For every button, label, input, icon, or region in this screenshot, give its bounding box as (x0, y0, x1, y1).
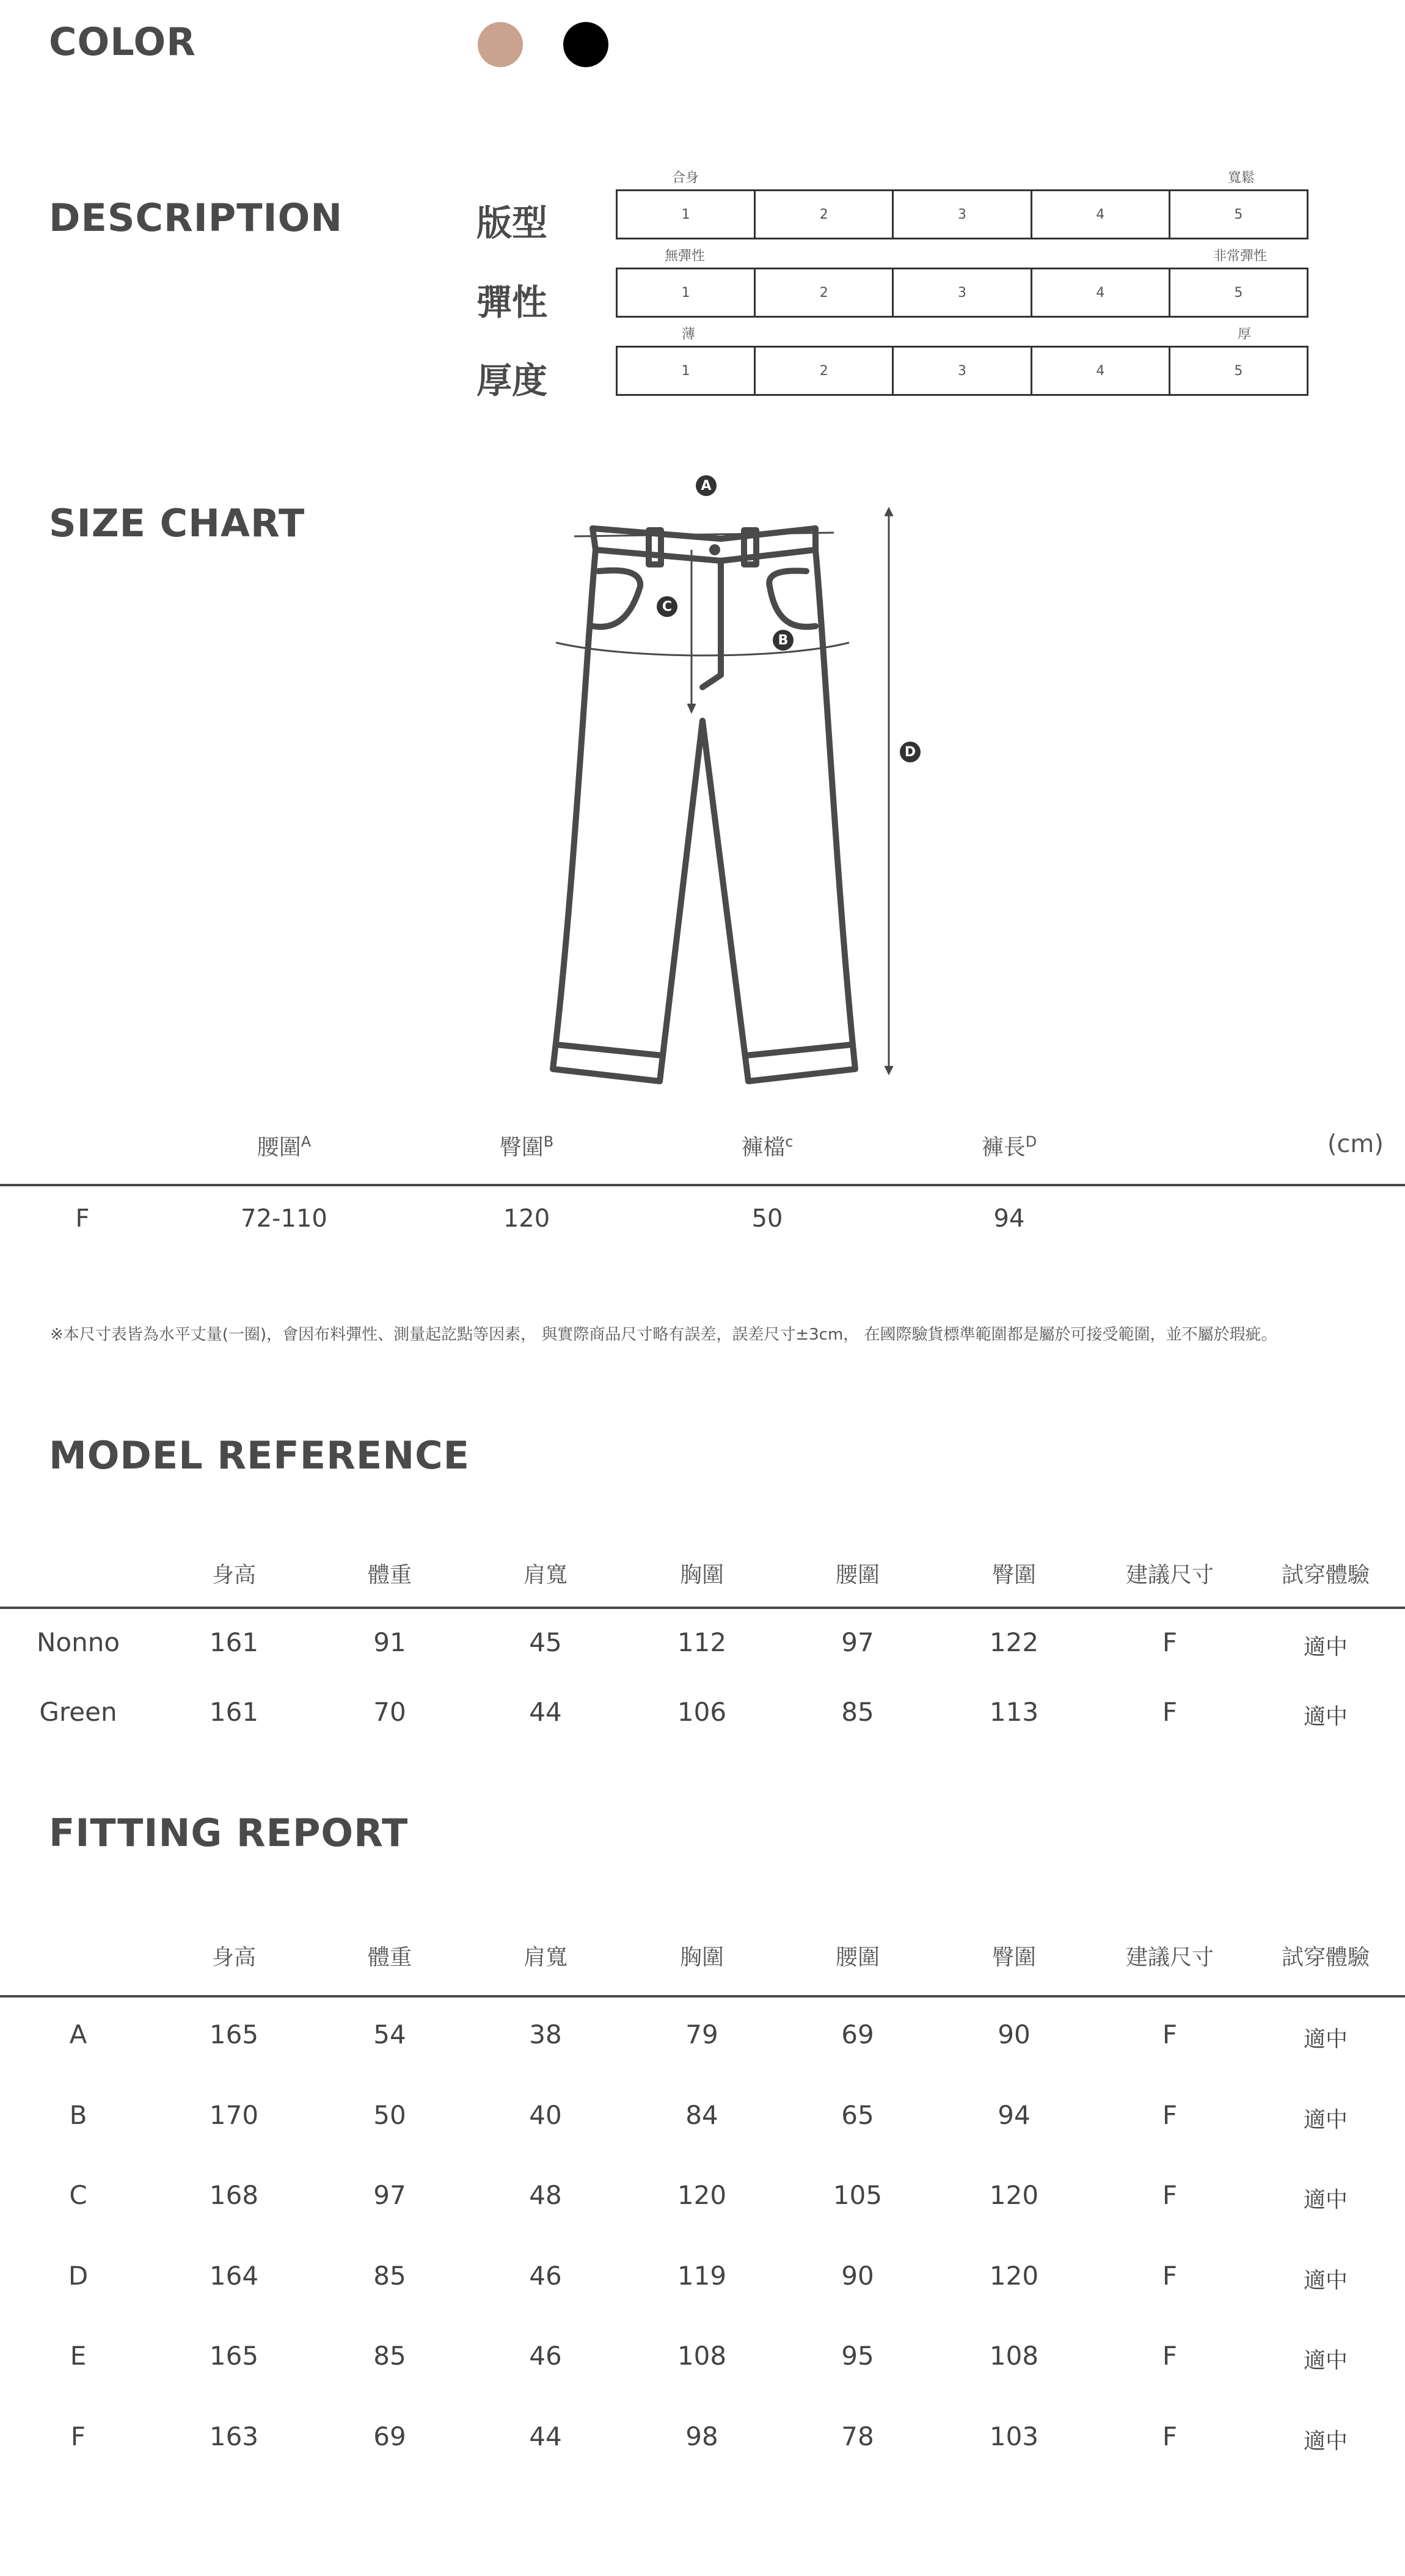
table-cell: 69 (841, 2020, 874, 2049)
table-cell: 94 (998, 2100, 1031, 2130)
table-cell: F (1162, 2341, 1178, 2371)
table-cell: 84 (685, 2100, 718, 2130)
row-label: Nonno (36, 1627, 120, 1657)
scale-cell: 2 (756, 191, 894, 238)
table-cell: 85 (841, 1697, 874, 1727)
table-cell: 70 (373, 1697, 406, 1727)
table-cell: 適中 (1303, 2348, 1348, 2373)
table-cell: 161 (209, 1697, 259, 1727)
table-cell: 120 (677, 2180, 727, 2210)
scale-cell: 3 (894, 348, 1032, 394)
size-value-length: 94 (993, 1205, 1025, 1233)
table-cell: 112 (677, 1627, 727, 1657)
table-cell: 78 (841, 2421, 874, 2451)
marker-a: A (696, 475, 717, 496)
column-header: 臀圍 (991, 1563, 1037, 1588)
size-value-waist: 72-110 (241, 1205, 327, 1233)
description-title: DESCRIPTION (49, 195, 343, 240)
column-header: 體重 (367, 1563, 412, 1588)
table-cell: 103 (989, 2421, 1039, 2451)
table-cell: 97 (373, 2180, 406, 2210)
scale-cell: 4 (1032, 191, 1170, 238)
table-cell: 105 (833, 2180, 883, 2210)
desc-fit-scale (616, 189, 1308, 239)
row-label: F (70, 2421, 86, 2451)
table-cell: 46 (529, 2260, 562, 2291)
table-cell: 168 (209, 2180, 259, 2210)
size-table-divider (0, 1184, 1405, 1186)
desc-elasticity-scale (616, 268, 1308, 318)
size-header-length: 褲長$^D$ (981, 1133, 1037, 1160)
row-label: E (70, 2341, 87, 2371)
column-header: 試穿體驗 (1281, 1945, 1370, 1970)
desc-label-fit: 版型 (476, 202, 548, 244)
scale-cell: 5 (1234, 363, 1243, 379)
column-header: 臀圍 (991, 1945, 1037, 1970)
table-cell: F (1162, 2180, 1178, 2210)
column-header: 體重 (367, 1945, 412, 1970)
size-unit: (cm) (1327, 1130, 1384, 1158)
table-cell: F (1162, 2421, 1178, 2451)
table-cell: F (1162, 2260, 1178, 2291)
desc-thickness-scale (616, 346, 1308, 396)
column-header: 肩寬 (523, 1563, 568, 1588)
table-cell: F (1162, 2100, 1178, 2130)
column-header: 胸圍 (679, 1945, 724, 1970)
column-header: 身高 (211, 1563, 257, 1588)
size-header-hip: 臀圍$^B$ (499, 1133, 554, 1160)
table-cell: 97 (841, 1627, 874, 1657)
table-cell: 163 (209, 2421, 259, 2451)
table-cell: F (1162, 1697, 1178, 1727)
scale-cell: 5 (1234, 206, 1243, 222)
table-cell: 69 (373, 2421, 406, 2451)
table-cell: 119 (677, 2260, 727, 2291)
desc-label-thickness: 厚度 (476, 360, 548, 401)
desc-thickness-right-note: 厚 (1238, 327, 1252, 342)
table-cell: 44 (529, 2421, 562, 2451)
column-header: 建議尺寸 (1125, 1945, 1214, 1970)
scale-cell: 5 (1234, 285, 1243, 301)
table-cell: 90 (998, 2020, 1031, 2049)
model-reference-title: MODEL REFERENCE (49, 1433, 470, 1478)
size-note: ※本尺寸表皆為水平丈量(一圈)，會因布料彈性、測量起訖點等因素， 與實際商品尺寸略有誤差，誤差尺寸±3cm， 在國際驗貨標準範圍都是屬於可接受範圍，並不屬於瑕疵。 (50, 1326, 1277, 1344)
table-cell: 85 (373, 2341, 406, 2371)
table-cell: 91 (373, 1627, 406, 1657)
row-label: A (69, 2020, 87, 2049)
fitting-report-title: FITTING REPORT (49, 1811, 409, 1855)
table-cell: 適中 (1303, 2027, 1348, 2052)
marker-c: C (657, 596, 677, 617)
desc-label-elasticity: 彈性 (476, 282, 548, 323)
table-cell: 120 (989, 2180, 1039, 2210)
scale-cell: 4 (1032, 269, 1170, 316)
desc-elasticity-left-note: 無彈性 (665, 249, 706, 264)
column-header: 試穿體驗 (1281, 1563, 1370, 1588)
table-cell: 98 (685, 2421, 718, 2451)
table-cell: 164 (209, 2260, 259, 2291)
table-cell: 44 (529, 1697, 562, 1727)
table-cell: 適中 (1303, 2268, 1348, 2293)
desc-fit-right-note: 寬鬆 (1228, 170, 1255, 186)
table-cell: 適中 (1303, 2187, 1348, 2213)
table-cell: 50 (373, 2100, 406, 2130)
column-header: 建議尺寸 (1125, 1563, 1214, 1588)
column-header: 身高 (211, 1945, 257, 1970)
table-cell: 165 (209, 2341, 259, 2371)
table-cell: 108 (677, 2341, 727, 2371)
table-cell: 90 (841, 2260, 874, 2291)
table-cell: 95 (841, 2341, 874, 2371)
table-cell: 108 (989, 2341, 1039, 2371)
table-cell: 54 (373, 2020, 406, 2049)
scale-cell: 1 (618, 191, 756, 238)
table-cell: 40 (529, 2100, 562, 2130)
table-cell: F (1162, 1627, 1178, 1657)
column-header: 腰圍 (835, 1945, 880, 1970)
pants-diagram (538, 464, 977, 1093)
scale-cell: 2 (756, 269, 894, 316)
table-cell: 106 (677, 1697, 727, 1727)
desc-elasticity-right-note: 非常彈性 (1213, 249, 1268, 264)
color-swatch-black[interactable] (563, 22, 608, 67)
table-cell: 適中 (1303, 2428, 1348, 2454)
marker-d: D (900, 742, 921, 762)
size-row-label: F (75, 1205, 90, 1233)
table-cell: 170 (209, 2100, 259, 2130)
color-swatch-beige[interactable] (478, 22, 523, 67)
table-cell: 113 (989, 1697, 1039, 1727)
desc-fit-left-note: 合身 (672, 170, 699, 186)
table-cell: 48 (529, 2180, 562, 2210)
row-label: B (69, 2100, 87, 2130)
color-title: COLOR (49, 20, 196, 64)
column-header: 肩寬 (523, 1945, 568, 1970)
scale-cell: 3 (894, 269, 1032, 316)
table-cell: 45 (529, 1627, 562, 1657)
size-chart-title: SIZE CHART (49, 501, 305, 545)
table-cell: 65 (841, 2100, 874, 2130)
row-label: Green (39, 1697, 117, 1727)
table-cell: 適中 (1303, 1704, 1348, 1729)
table-cell: 46 (529, 2341, 562, 2371)
scale-cell: 1 (618, 269, 756, 316)
table-cell: 79 (685, 2020, 718, 2049)
column-header: 腰圍 (835, 1563, 880, 1588)
table-cell: 38 (529, 2020, 562, 2049)
scale-cell: 4 (1032, 348, 1170, 394)
size-header-waist: 腰圍$^A$ (257, 1133, 312, 1160)
marker-b: B (773, 630, 794, 651)
scale-cell: 2 (756, 348, 894, 394)
size-value-rise: 50 (751, 1205, 783, 1233)
table-cell: 122 (989, 1627, 1039, 1657)
scale-cell: 1 (618, 348, 756, 394)
table-cell: 85 (373, 2260, 406, 2291)
table-cell: 161 (209, 1627, 259, 1657)
table-cell: 適中 (1303, 1635, 1348, 1660)
model-table-divider (0, 1607, 1405, 1609)
row-label: D (68, 2260, 89, 2291)
scale-cell: 3 (894, 191, 1032, 238)
table-cell: F (1162, 2020, 1178, 2049)
table-cell: 165 (209, 2020, 259, 2049)
row-label: C (69, 2180, 87, 2210)
table-cell: 適中 (1303, 2107, 1348, 2133)
column-header: 胸圍 (679, 1563, 724, 1588)
table-cell: 120 (989, 2260, 1039, 2291)
size-value-hip: 120 (503, 1205, 550, 1233)
fitting-table-divider (0, 1995, 1405, 1998)
desc-thickness-left-note: 薄 (682, 327, 696, 342)
size-header-rise: 褲檔$^c$ (741, 1133, 794, 1160)
